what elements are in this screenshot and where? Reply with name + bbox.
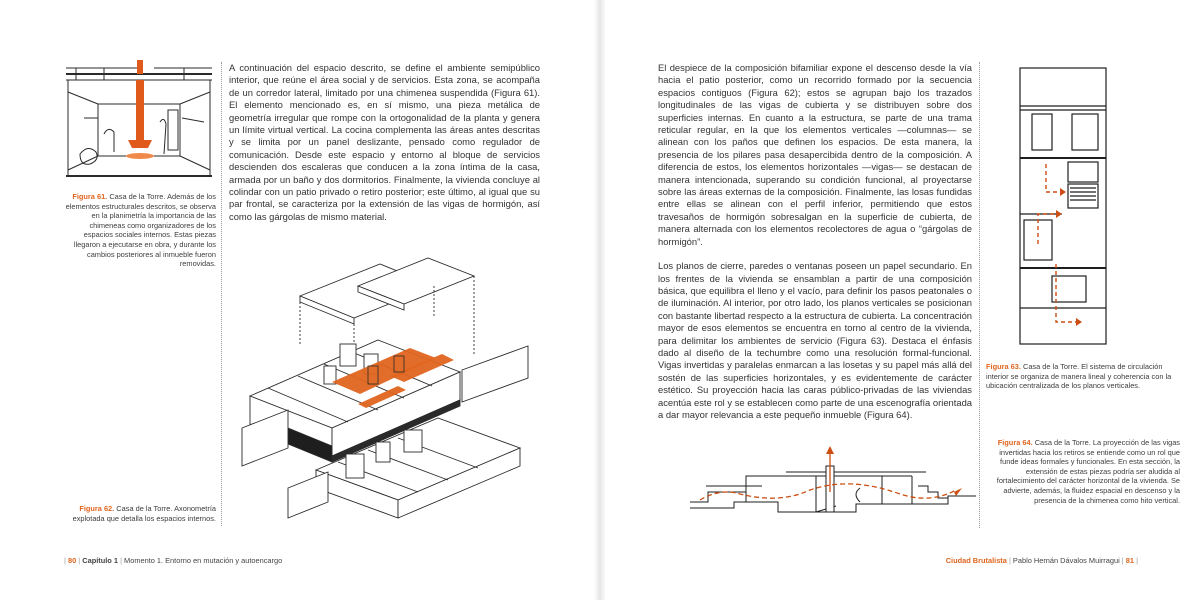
figure-61-text: Casa de la Torre. Además de los elementos estructurales descritos, se observa en la planimetría la importancia de las chimeneas como organizadores de los espacios sociales internos. Estas piezas llegaron a ejecutarse en obra, y durante los cambios posteriores al inmueble fueron removidas. [65,192,216,269]
figure-62-label: Figura 62. [79,504,115,513]
figure-64-section [686,446,978,528]
section-label: Momento 1. Entorno en mutación y autoencargo [124,556,283,565]
figure-62-text: Casa de la Torre. Axonometría explotada que detalla los espacios internos. [72,504,216,523]
left-page-number: 80 [67,556,77,565]
book-title: Ciudad Brutalista [945,556,1007,565]
left-body-text [229,62,540,223]
figure-62-axonometric [228,256,534,520]
figure-62-caption [64,504,216,523]
right-page [600,0,1200,600]
chapter-label: Capítulo 1 [82,556,118,565]
figure-64-caption [984,438,1180,505]
left-footer: | 80 | Capítulo 1 | Momento 1. Entorno en mutación y autoencargo [64,556,283,565]
figure-61-caption [64,192,216,269]
right-body-paragraph-1: El despiece de la composición bifamiliar expone el descenso desde la vía hacia el patio posterior, como un recorrido formado por la secuencia espacios contiguos (Figura 62); estos se agrupan bajo los trazados longitudinales de las vigas de cubierta y se distribuyen sobre dos superficies internas. En cuanto a la estructura, se parte de una trama reticular regular, en la que los elementos verticales —columnas— se alinean con los paños que definen los espacios. De esta manera, la presencia de los pilares pasa desapercibida dentro de la composición. A diferencia de estos, los elementos horizontales —vigas— se destacan de manera intencionada, superando su condición funcional, al proyectarse sobre las áreas externas de la composición. Finalmente, las losas fundidas entre ellas se alinean con el perfil inferior, permitiendo que estos travesaños de hormigón sobresalgan en la superficie de cubierta, de manera alternada con los elementos recolectores de agua o “gárgolas de hormigón”. [658,62,972,247]
right-footer: Ciudad Brutalista | Pablo Hernán Dávalos Muirragui | 81 | [945,556,1138,565]
figure-61-label: Figura 61. [72,192,108,201]
figure-64-label: Figura 64. [997,438,1033,447]
left-body-paragraph: A continuación del espacio descrito, se define el ambiente semipúblico interior, que reúne el área social y de servicios. Esta zona, se acompaña de un corredor lateral, limitado por una chimenea suspendida (Figura 61). El elemento mencionado es, en sí mismo, una pieza metálica de geometría irregular que rompe con la ortogonalidad de la planta y genera un límite virtual vertical. La cocina complementa las áreas antes descritas y se limita por un panel deslizante, pensado como regulador de comunicación. Desde este espacio y entorno al bloque de servicios descienden dos escaleras que conducen a la zona íntima de la casa, armada por un baño y dos dormitorios. Finalmente, la vivienda concluye al colindar con un patio privado o retiro posterior; este último, al igual que su par frontal, se caracteriza por la extensión de las vigas de hormigón, así como las gárgolas de mismo material. [229,62,540,222]
right-body-text [658,62,972,421]
author-name: Pablo Hernán Dávalos Muirragui [1012,556,1120,565]
book-gutter [594,0,606,600]
left-column-rule [221,62,222,526]
figure-63-label: Figura 63. [986,362,1021,371]
figure-64-text: Casa de la Torre. La proyección de las vigas invertidas hacia los retiros se entiende como un rol que funde ideas formales y funcionales. En esta sección, la extensión de estas piezas podría ser aludida al fortalecimiento del carácter horizontal de la vivienda. Se advierte, además, la fluidez espacial en descenso y la presencia de la chimenea como hito vertical. [996,438,1180,505]
right-column-rule [979,62,980,528]
figure-63-plan [1012,64,1118,350]
figure-63-text: Casa de la Torre. El sistema de circulación interior se organiza de manera lineal y coherencia con la ubicación centralizada de los planos verticales. [986,362,1172,391]
figure-61-sketch [64,58,214,186]
right-page-number: 81 [1125,556,1135,565]
figure-63-caption [986,362,1182,391]
right-body-paragraph-2: Los planos de cierre, paredes o ventanas poseen un papel secundario. En los frentes de la vivienda se ensamblan a partir de una composición básica, que equilibra el lleno y el vacío, para definir los pasos peatonales o de iluminación. Al interior, por otro lado, los planos verticales se posicionan con bastante libertad respecto a la estructura de cubierta. La concentración mayor de esos elementos se encuentra en torno al centro de la vivienda, para delimitar los ambientes de servicio (Figura 63). Destaca el énfasis dado al diseño de la techumbre como una resolución formal-funcional. Vigas invertidas y paralelas enmarcan a las losetas y su papel más allá del sostén de las superficies horizontales, y es evidentemente de carácter estético. Su proyección hacia las caras público-privadas de las viviendas acentúa este rol y se establecen como parte de una escenografía orientada a dar mayor relevancia a este pequeño inmueble (Figura 64). [658,260,972,420]
